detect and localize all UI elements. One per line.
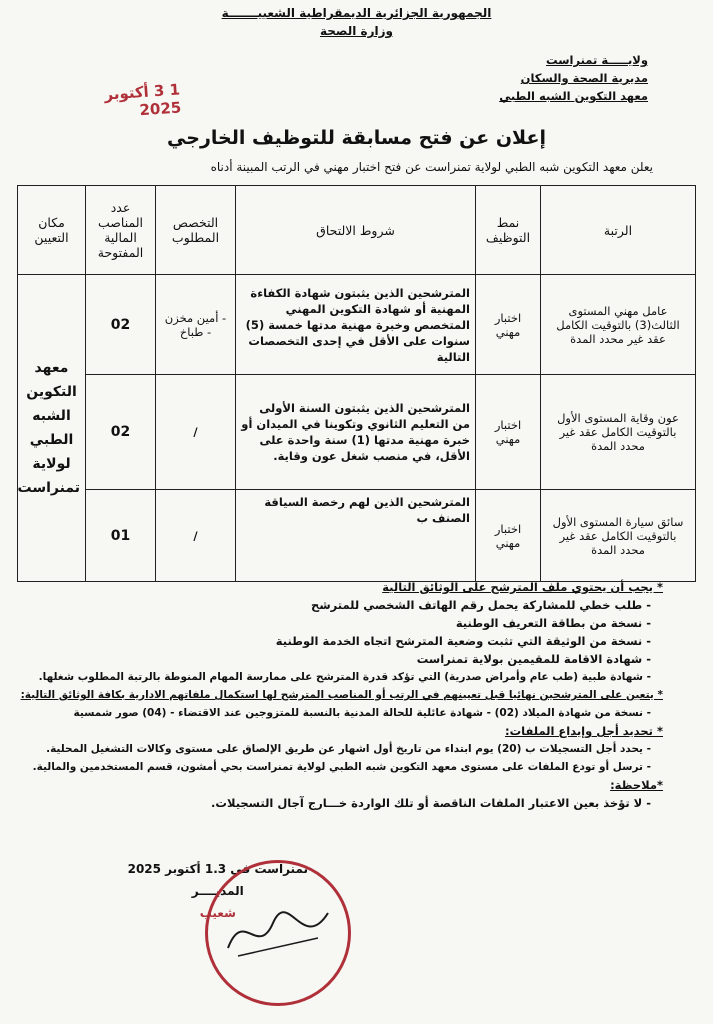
deadline-heading: * تحديد أجل وإيداع الملفات: bbox=[505, 724, 663, 738]
mode-cell: اختبار مهني bbox=[476, 275, 541, 375]
final-documents-item: - نسخة من شهادة الميلاد (02) - شهادة عائلية للحالة المدنية بالنسبة للمتزوجين عند الاقتضاء - (04) صور شمسية bbox=[73, 707, 651, 719]
announcement-intro: يعلن معهد التكوين شبه الطبي لولاية تمنراست عن فتح اختبار مهني في الرتب المبينة أدناه bbox=[210, 160, 653, 174]
header-positions: عدد المناصب المالية المفتوحة bbox=[86, 186, 156, 275]
conditions-cell: المترشحين الذين لهم رخصة السياقة الصنف ب bbox=[236, 490, 476, 582]
header-rank: الرتبة bbox=[541, 186, 696, 275]
table-row bbox=[18, 275, 696, 375]
signature-scribble-icon bbox=[223, 898, 333, 968]
org-directorate: مديرية الصحة والسكان bbox=[520, 71, 648, 85]
mode-cell: اختبار مهني bbox=[476, 375, 541, 490]
signature-title: المديــــر bbox=[191, 884, 244, 898]
documents-item: - شهادة طبية (طب عام وأمراض صدرية) التي تؤكد قدرة المترشح على ممارسة المهام المنوطة بالرتبة المطلوب شغلها. bbox=[38, 671, 651, 683]
documents-item: - طلب خطي للمشاركة يحمل رقم الهاتف الشخصي للمترشح bbox=[311, 598, 651, 612]
conditions-cell: المترشحين الذين يثبتون السنة الأولى من التعليم الثانوي وتكوينا في الميدان أو خبرة مهنية مدتها (1) سنة واحدة على الأقل، في منصب شغل عون وقاية. bbox=[236, 375, 476, 490]
rank-cell: عون وقاية المستوى الأول بالتوقيت الكامل عقد غير محدد المدة bbox=[541, 375, 696, 490]
header-conditions: شروط الالتحاق bbox=[236, 186, 476, 275]
positions-table bbox=[17, 185, 696, 582]
received-stamp bbox=[16, 56, 184, 129]
positions-cell: 02 bbox=[86, 275, 156, 375]
specialty-cell: - أمين مخزن - طباخ bbox=[156, 275, 236, 375]
header-place: مكان التعيين bbox=[18, 186, 86, 275]
documents-item: - شهادة الاقامة للمقيمين بولاية تمنراست bbox=[416, 652, 651, 666]
org-wilaya: ولايـــــة تمنراست bbox=[546, 53, 648, 67]
rank-cell: سائق سيارة المستوى الأول بالتوقيت الكامل عقد غير محدد المدة bbox=[541, 490, 696, 582]
positions-cell: 02 bbox=[86, 375, 156, 490]
documents-section bbox=[20, 578, 663, 812]
remark-heading: *ملاحظة: bbox=[610, 778, 663, 792]
deadline-item: - يحدد أجل التسجيلات ب (20) يوم ابتداء من تاريخ أول اشهار عن طريق الإلصاق على مستوى وكالات التشغيل المحلية. bbox=[46, 743, 651, 755]
table-header-row bbox=[18, 186, 696, 275]
announcement-title: إعلان عن فتح مسابقة للتوظيف الخارجي bbox=[167, 127, 546, 149]
ministry-heading: وزارة الصحة bbox=[319, 24, 394, 38]
documents-item: - نسخة من بطاقة التعريف الوطنية bbox=[455, 616, 651, 630]
official-seal bbox=[205, 860, 351, 1006]
republic-heading: الجمهورية الجزائرية الديمقراطية الشعبيـــــــة bbox=[221, 6, 492, 20]
rank-cell: عامل مهني المستوى الثالث(3) بالتوقيت الكامل عقد غير محدد المدة bbox=[541, 275, 696, 375]
table-row bbox=[18, 490, 696, 582]
header-specialty: التخصص المطلوب bbox=[156, 186, 236, 275]
place-cell: معهد التكوين الشبه الطبي لولاية تمنراست bbox=[18, 275, 86, 582]
mode-cell: اختبار مهني bbox=[476, 490, 541, 582]
deadline-item: - ترسل أو تودع الملفات على مستوى معهد التكوين شبه الطبي لولاية تمنراست بحي أمشون، قسم المستخدمين والمالية. bbox=[32, 761, 651, 773]
remark-text: - لا تؤخذ بعين الاعتبار الملفات الناقصة أو تلك الواردة خـــارج آجال التسجيلات. bbox=[211, 796, 651, 810]
header-mode: نمط التوظيف bbox=[476, 186, 541, 275]
conditions-cell: المترشحين الذين يثبتون شهادة الكفاءة المهنية أو شهادة التكوين المهني المتخصص وخبرة مهنية مدتها خمسة (5) سنوات على الأقل في إحدى التخصصات التالية bbox=[236, 275, 476, 375]
signature-place-date: تمنراست في 1.3 أكتوبر 2025 bbox=[127, 862, 308, 876]
documents-item: - نسخة من الوثيقة التي تثبت وضعية المترشح اتجاه الخدمة الوطنية bbox=[275, 634, 651, 648]
org-institute: معهد التكوين الشبه الطبي bbox=[499, 89, 648, 103]
final-documents-heading: * يتعين على المترشحين نهائيا قبل تعيينهم في الرتب أو المناصب المترشح لها استكمال ملفاتهم الادارية بكافة الوثائق التالية: bbox=[20, 689, 663, 701]
positions-cell: 01 bbox=[86, 490, 156, 582]
documents-heading: * يجب أن يحتوي ملف المترشح على الوثائق التالية bbox=[382, 580, 663, 594]
specialty-cell: / bbox=[156, 490, 236, 582]
signature-name: شعيب bbox=[199, 906, 236, 920]
table-row bbox=[18, 375, 696, 490]
received-stamp-date: 1 3 أكتوبر 2025 bbox=[103, 80, 182, 120]
specialty-cell: / bbox=[156, 375, 236, 490]
